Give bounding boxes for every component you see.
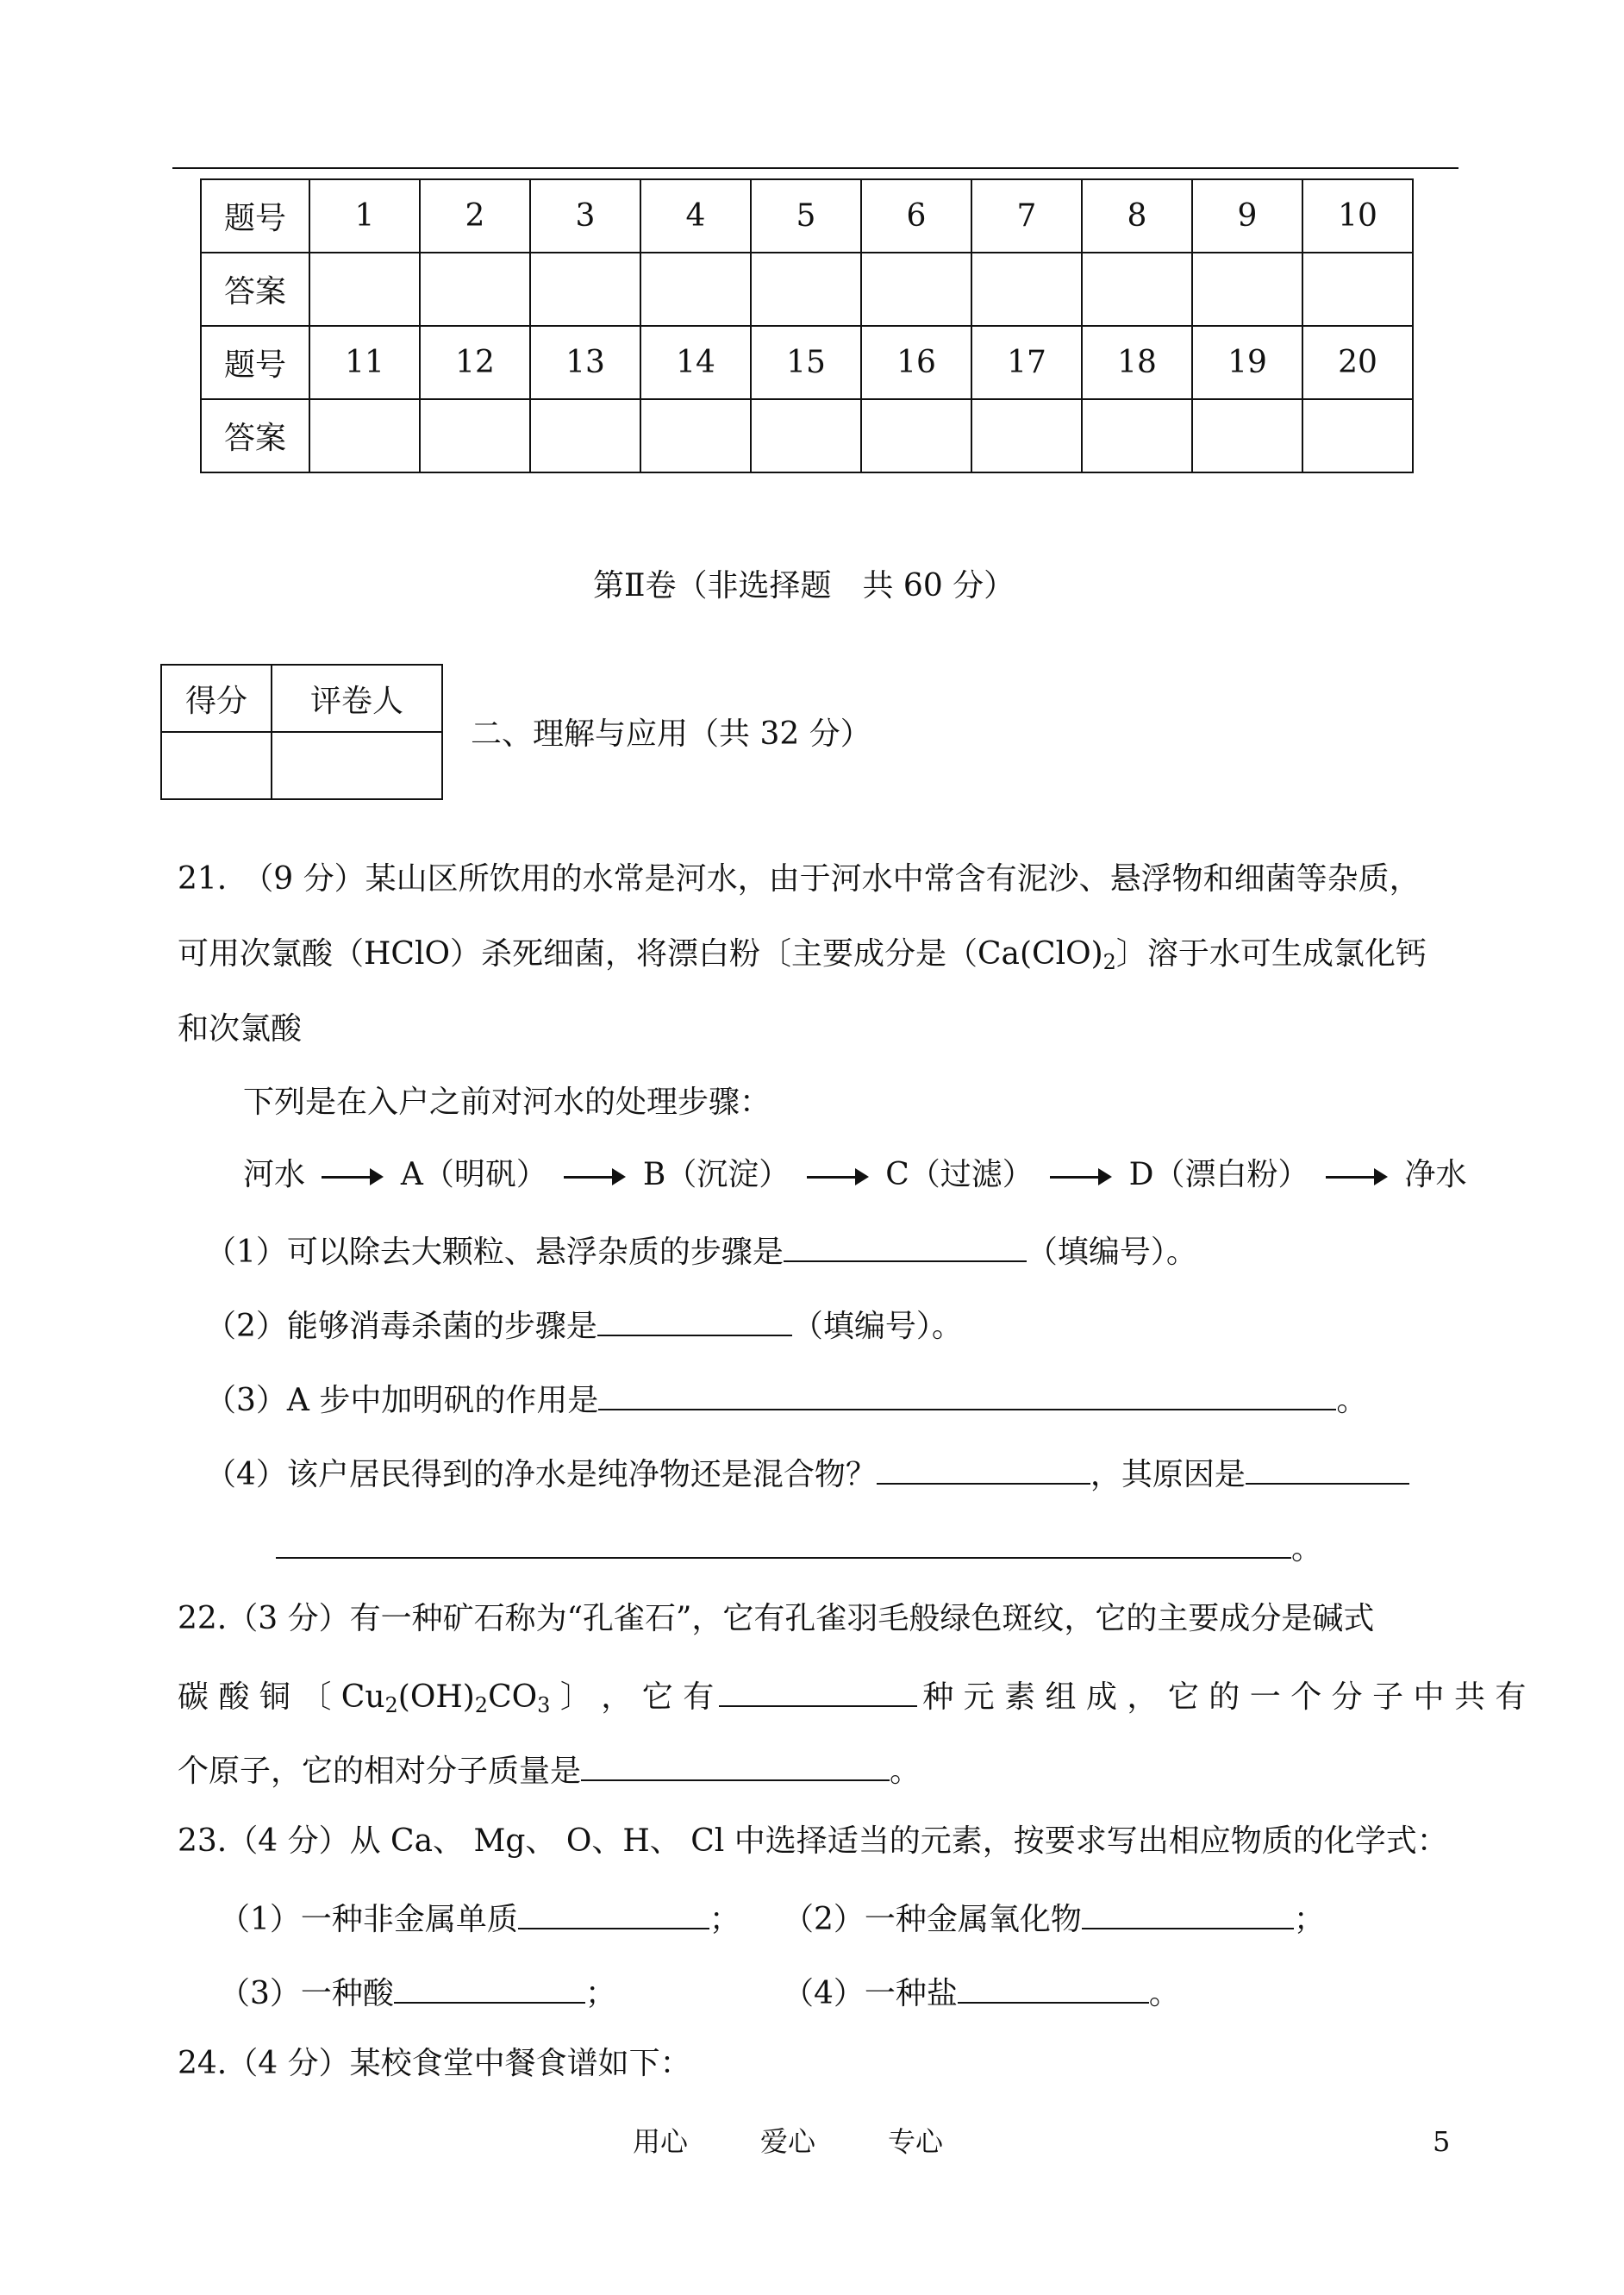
header-rule — [172, 167, 1458, 169]
answer-blank[interactable] — [276, 1526, 1291, 1559]
answer-blank[interactable] — [1246, 1452, 1409, 1485]
answer-cell[interactable] — [971, 399, 1082, 472]
question-number-cell: 4 — [640, 179, 751, 253]
q22-line2: 碳 酸 铜 〔 $Cu_2(OH)_2CO_3$ 〕 ， 它 有 种 元 素 组 成 ， 它 的 一 个 分 子 中 共 有 — [178, 1674, 1526, 1717]
answer-cell[interactable] — [1192, 253, 1302, 326]
flow-clean-water: 净水 — [1404, 1157, 1467, 1192]
answer-blank[interactable] — [581, 1748, 890, 1781]
answer-table-row — [201, 253, 1413, 326]
question-number-cell: 8 — [1082, 179, 1192, 253]
q21-part4-cont: 。 — [276, 1526, 1322, 1568]
flow-step-d: D（漂白粉） — [1128, 1157, 1309, 1192]
flow-river-water: 河水 — [243, 1157, 306, 1192]
answer-blank[interactable] — [1082, 1897, 1294, 1929]
q23-part1: （1）一种非金属单质 ； — [219, 1897, 740, 1939]
question-number-cell: 18 — [1082, 326, 1192, 399]
arrow-icon — [1050, 1168, 1112, 1185]
q21-flow — [243, 1156, 1466, 1194]
q23-part2: （2）一种金属氧化物 ； — [783, 1897, 1325, 1939]
footer-word-2: 爱心 — [760, 2125, 816, 2158]
answer-blank[interactable] — [598, 1378, 1336, 1410]
section-title: 第Ⅱ卷（非选择题 共 60 分） — [593, 568, 1015, 603]
flow-step-b: B（沉淀） — [642, 1157, 790, 1192]
answer-cell[interactable] — [861, 399, 971, 472]
question-number-cell: 16 — [861, 326, 971, 399]
arrow-icon — [807, 1168, 869, 1185]
q22-line3: 个原子，它的相对分子质量是 。 — [178, 1748, 921, 1791]
q21-line3: 和次氯酸 — [178, 1011, 303, 1047]
answer-blank[interactable] — [518, 1897, 709, 1929]
footer-word-1: 用心 — [633, 2125, 689, 2158]
answer-table-row-label: 答案 — [201, 253, 309, 326]
score-header: 得分 — [161, 665, 272, 732]
q22-line1: 22.（3 分）有一种矿石称为“孔雀石”，它有孔雀羽毛般绿色斑纹，它的主要成分是碱式 — [178, 1601, 1375, 1636]
answer-cell[interactable] — [1302, 399, 1413, 472]
grader-cell[interactable] — [272, 732, 442, 799]
answer-table-row — [201, 179, 1413, 253]
answer-cell[interactable] — [751, 399, 861, 472]
answer-cell[interactable] — [1302, 253, 1413, 326]
q23-line1: 23.（4 分）从 Ca、 Mg、 O、H、 Cl 中选择适当的元素，按要求写出相应物质的化学式： — [178, 1823, 1448, 1859]
answer-cell[interactable] — [971, 253, 1082, 326]
answer-blank[interactable] — [719, 1674, 917, 1707]
answer-cell[interactable] — [640, 253, 751, 326]
question-number-cell: 3 — [530, 179, 640, 253]
answer-table-row-label: 题号 — [201, 179, 309, 253]
q24-line1: 24.（4 分）某校食堂中餐食谱如下： — [178, 2046, 691, 2081]
answer-cell[interactable] — [861, 253, 971, 326]
arrow-icon — [322, 1168, 384, 1185]
answer-table — [200, 178, 1414, 473]
answer-cell[interactable] — [1192, 399, 1302, 472]
answer-blank[interactable] — [958, 1971, 1149, 2004]
answer-cell[interactable] — [1082, 253, 1192, 326]
q21-part1: （1）可以除去大颗粒、悬浮杂质的步骤是 （填编号）。 — [205, 1229, 1197, 1272]
answer-cell[interactable] — [309, 399, 420, 472]
question-number-cell: 13 — [530, 326, 640, 399]
q21-part3: （3）A 步中加明矾的作用是 。 — [205, 1378, 1367, 1420]
question-number-cell: 11 — [309, 326, 420, 399]
question-number-cell: 1 — [309, 179, 420, 253]
answer-blank[interactable] — [394, 1971, 585, 2004]
question-number-cell: 10 — [1302, 179, 1413, 253]
question-number-cell: 17 — [971, 326, 1082, 399]
answer-cell[interactable] — [751, 253, 861, 326]
answer-cell[interactable] — [420, 399, 530, 472]
answer-cell[interactable] — [1082, 399, 1192, 472]
arrow-icon — [1326, 1168, 1388, 1185]
score-table — [160, 664, 443, 800]
question-number-cell: 12 — [420, 326, 530, 399]
q21-part2: （2）能够消毒杀菌的步骤是 （填编号）。 — [205, 1304, 963, 1346]
answer-cell[interactable] — [420, 253, 530, 326]
question-number-cell: 5 — [751, 179, 861, 253]
answer-table-row-label: 答案 — [201, 399, 309, 472]
answer-table-row-label: 题号 — [201, 326, 309, 399]
q21-part4: （4）该户居民得到的净水是纯净物还是混合物？ ，其原因是 — [205, 1452, 1409, 1494]
answer-blank[interactable] — [877, 1452, 1090, 1485]
page-number: 5 — [1433, 2125, 1451, 2158]
q21-line1: 21. （9 分）某山区所饮用的水常是河水，由于河水中常含有泥沙、悬浮物和细菌等杂质， — [178, 861, 1421, 897]
answer-cell[interactable] — [309, 253, 420, 326]
flow-step-a: A（明矾） — [400, 1157, 547, 1192]
arrow-icon — [564, 1168, 626, 1185]
part-title: 二、理解与应用（共 32 分） — [471, 716, 871, 752]
question-number-cell: 14 — [640, 326, 751, 399]
answer-blank[interactable] — [784, 1229, 1027, 1262]
question-number-cell: 19 — [1192, 326, 1302, 399]
question-number-cell: 9 — [1192, 179, 1302, 253]
flow-step-c: C（过滤） — [885, 1157, 1034, 1192]
answer-cell[interactable] — [640, 399, 751, 472]
q21-steps-intro: 下列是在入户之前对河水的处理步骤： — [243, 1085, 771, 1120]
answer-cell[interactable] — [530, 399, 640, 472]
q23-part3: （3）一种酸 ； — [219, 1971, 616, 2013]
answer-cell[interactable] — [530, 253, 640, 326]
question-number-cell: 15 — [751, 326, 861, 399]
answer-table-row — [201, 326, 1413, 399]
q21-line2: 可用次氯酸（HClO）杀死细菌，将漂白粉〔主要成分是（$Ca(ClO)_2$〕溶于水可生成氯化钙 — [178, 936, 1427, 974]
question-number-cell: 7 — [971, 179, 1082, 253]
question-number-cell: 20 — [1302, 326, 1413, 399]
answer-table-row — [201, 399, 1413, 472]
q23-part4: （4）一种盐 。 — [783, 1971, 1180, 2013]
answer-blank[interactable] — [597, 1304, 792, 1336]
score-cell[interactable] — [161, 732, 272, 799]
grader-header: 评卷人 — [272, 665, 442, 732]
question-number-cell: 6 — [861, 179, 971, 253]
footer-word-3: 专心 — [888, 2125, 944, 2158]
question-number-cell: 2 — [420, 179, 530, 253]
